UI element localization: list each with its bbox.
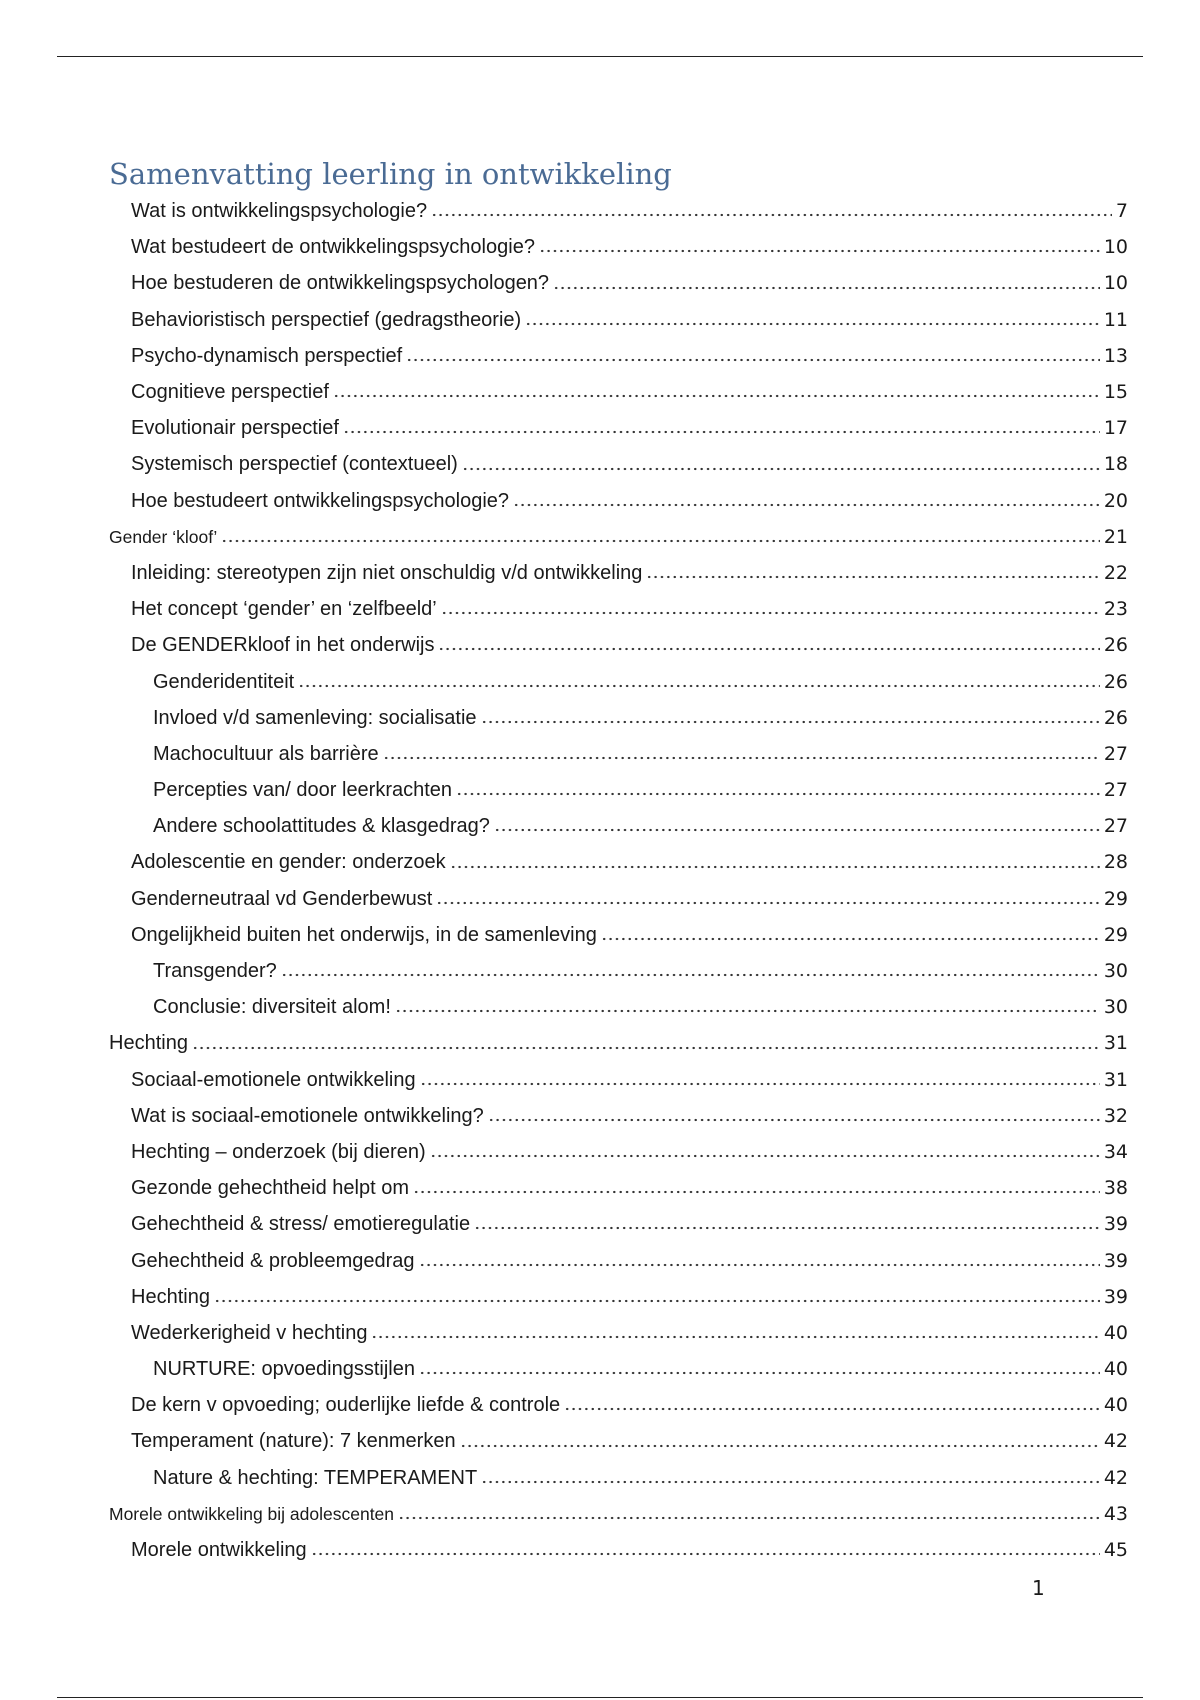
toc-entry-page: 21 [1103, 525, 1128, 548]
dot-leader [343, 427, 1100, 437]
toc-entry-page: 26 [1103, 670, 1128, 693]
toc-entry-page: 31 [1103, 1068, 1128, 1091]
toc-entry-label: Gender ‘kloof’ [109, 526, 218, 547]
toc-entry-label: Hechting [109, 1032, 188, 1055]
toc-entry[interactable] [0, 808, 1200, 844]
toc-entry-page: 29 [1103, 887, 1128, 910]
dot-leader [311, 1549, 1100, 1559]
toc-entry-page: 27 [1103, 742, 1128, 765]
toc-entry-label: Adolescentie en gender: onderzoek [131, 851, 446, 874]
dot-leader [601, 934, 1100, 944]
toc-entry[interactable] [0, 229, 1200, 265]
toc-entry[interactable] [0, 772, 1200, 808]
dot-leader [438, 644, 1099, 654]
toc-entry[interactable] [0, 627, 1200, 663]
dot-leader [383, 753, 1100, 763]
toc-entry-label: Morele ontwikkeling bij adolescenten [109, 1503, 395, 1524]
toc-entry-page: 27 [1103, 815, 1128, 838]
toc-entry-page: 10 [1103, 272, 1128, 295]
toc-entry[interactable] [0, 591, 1200, 627]
dot-leader [281, 970, 1100, 980]
toc-entry-label: Systemisch perspectief (contextueel) [131, 453, 458, 476]
toc-entry[interactable] [0, 917, 1200, 953]
toc-entry[interactable] [0, 700, 1200, 736]
toc-entry-label: Wat is ontwikkelingspsychologie? [131, 200, 428, 223]
toc-entry[interactable] [0, 1423, 1200, 1459]
toc-entry-page: 11 [1103, 308, 1128, 331]
toc-entry-page: 42 [1103, 1430, 1128, 1453]
toc-entry-page: 22 [1103, 561, 1128, 584]
dot-leader [431, 210, 1112, 220]
dot-leader [192, 1043, 1100, 1053]
toc-entry-label: Wat is sociaal-emotionele ontwikkeling? [131, 1104, 484, 1127]
toc-entry[interactable] [0, 555, 1200, 591]
toc-entry[interactable] [0, 953, 1200, 989]
dot-leader [221, 536, 1100, 546]
page-number: 1 [1032, 1576, 1045, 1600]
toc-entry-label: Evolutionair perspectief [131, 417, 339, 440]
dot-leader [481, 717, 1100, 727]
toc-entry[interactable] [0, 1206, 1200, 1242]
document-title: Samenvatting leerling in ontwikkeling [109, 157, 672, 191]
toc-entry[interactable] [0, 663, 1200, 699]
toc-entry[interactable] [0, 1496, 1200, 1532]
toc-entry-page: 42 [1103, 1466, 1128, 1489]
dot-leader [564, 1404, 1100, 1414]
toc-entry[interactable] [0, 1098, 1200, 1134]
toc-entry[interactable] [0, 1351, 1200, 1387]
dot-leader [430, 1151, 1100, 1161]
toc-entry-label: NURTURE: opvoedingsstijlen [153, 1358, 415, 1381]
toc-entry-page: 15 [1103, 381, 1128, 404]
toc-entry[interactable] [0, 844, 1200, 880]
toc-entry[interactable] [0, 1170, 1200, 1206]
toc-entry-page: 7 [1115, 200, 1128, 223]
dot-leader [371, 1332, 1099, 1342]
toc-entry-page: 34 [1103, 1140, 1128, 1163]
toc-entry-page: 38 [1103, 1177, 1128, 1200]
toc-entry-label: Morele ontwikkeling [131, 1539, 307, 1562]
toc-entry-label: Wederkerigheid v hechting [131, 1321, 368, 1344]
toc-entry-label: Conclusie: diversiteit alom! [153, 996, 391, 1019]
dot-leader [214, 1296, 1100, 1306]
dot-leader [513, 500, 1100, 510]
dot-leader [398, 1513, 1100, 1523]
dot-leader [436, 898, 1100, 908]
toc-entry-label: Genderidentiteit [153, 670, 295, 693]
dot-leader [450, 862, 1100, 872]
toc-entry-label: Hechting – onderzoek (bij dieren) [131, 1140, 426, 1163]
toc-entry[interactable] [0, 1242, 1200, 1278]
toc-entry[interactable] [0, 483, 1200, 519]
toc-entry-label: Gehechtheid & probleemgedrag [131, 1249, 415, 1272]
toc-entry[interactable] [0, 1460, 1200, 1496]
toc-entry-page: 45 [1103, 1539, 1128, 1562]
dot-leader [553, 283, 1100, 293]
toc-entry-label: Inleiding: stereotypen zijn niet onschuldig v/d ontwikkeling [131, 561, 643, 584]
toc-entry[interactable] [0, 338, 1200, 374]
toc-entry-page: 39 [1103, 1213, 1128, 1236]
dot-leader [456, 789, 1100, 799]
toc-entry-page: 26 [1103, 706, 1128, 729]
toc-entry-label: Machocultuur als barrière [153, 742, 379, 765]
toc-entry-label: Het concept ‘gender’ en ‘zelfbeeld’ [131, 598, 437, 621]
toc-entry-page: 13 [1103, 344, 1128, 367]
toc-entry-page: 23 [1103, 598, 1128, 621]
dot-leader [419, 1260, 1100, 1270]
toc-entry[interactable] [0, 1532, 1200, 1568]
toc-entry[interactable] [0, 1134, 1200, 1170]
toc-entry-page: 40 [1103, 1394, 1128, 1417]
dot-leader [333, 391, 1100, 401]
toc-entry[interactable] [0, 1387, 1200, 1423]
dot-leader [298, 681, 1100, 691]
toc-entry-page: 20 [1103, 489, 1128, 512]
toc-entry[interactable] [0, 1062, 1200, 1098]
dot-leader [646, 572, 1099, 582]
toc-entry-page: 10 [1103, 236, 1128, 259]
toc-entry-label: Andere schoolattitudes & klasgedrag? [153, 815, 490, 838]
toc-entry[interactable] [0, 302, 1200, 338]
toc-entry-page: 30 [1103, 996, 1128, 1019]
toc-entry-label: Transgender? [153, 960, 277, 983]
dot-leader [441, 608, 1100, 618]
toc-entry-label: Wat bestudeert de ontwikkelingspsychologie? [131, 236, 535, 259]
dot-leader [539, 246, 1100, 256]
dot-leader [481, 1477, 1100, 1487]
toc-entry-page: 27 [1103, 779, 1128, 802]
toc-entry-page: 39 [1103, 1249, 1128, 1272]
toc-entry-label: Cognitieve perspectief [131, 381, 329, 404]
dot-leader [488, 1115, 1100, 1125]
dot-leader [474, 1223, 1100, 1233]
toc-entry[interactable] [0, 265, 1200, 301]
toc-entry-label: De GENDERkloof in het onderwijs [131, 634, 435, 657]
toc-entry-label: Temperament (nature): 7 kenmerken [131, 1430, 456, 1453]
dot-leader [525, 319, 1100, 329]
toc-entry[interactable] [0, 989, 1200, 1025]
header-rule [57, 56, 1143, 57]
toc-entry-page: 40 [1103, 1358, 1128, 1381]
toc-entry-page: 18 [1103, 453, 1128, 476]
toc-entry-page: 26 [1103, 634, 1128, 657]
toc-entry[interactable] [0, 1279, 1200, 1315]
toc-entry-label: De kern v opvoeding; ouderlijke liefde & controle [131, 1394, 561, 1417]
toc-entry[interactable] [0, 1025, 1200, 1061]
toc-entry-page: 43 [1103, 1502, 1128, 1525]
toc-entry-label: Invloed v/d samenleving: socialisatie [153, 706, 477, 729]
toc-entry-label: Nature & hechting: TEMPERAMENT [153, 1466, 478, 1489]
dot-leader [413, 1187, 1100, 1197]
toc-entry-label: Gehechtheid & stress/ emotieregulatie [131, 1213, 471, 1236]
dot-leader [419, 1368, 1100, 1378]
toc-entry-page: 32 [1103, 1104, 1128, 1127]
toc-entry-page: 28 [1103, 851, 1128, 874]
toc-entry-page: 40 [1103, 1321, 1128, 1344]
toc-entry[interactable] [0, 446, 1200, 482]
toc-entry-label: Sociaal-emotionele ontwikkeling [131, 1068, 416, 1091]
table-of-contents [0, 193, 1200, 1568]
toc-entry-page: 39 [1103, 1285, 1128, 1308]
dot-leader [494, 825, 1100, 835]
toc-entry[interactable] [0, 736, 1200, 772]
toc-entry-page: 31 [1103, 1032, 1128, 1055]
dot-leader [420, 1079, 1100, 1089]
toc-entry[interactable] [0, 1315, 1200, 1351]
toc-entry[interactable] [0, 374, 1200, 410]
toc-entry-label: Percepties van/ door leerkrachten [153, 779, 453, 802]
toc-entry[interactable] [0, 193, 1200, 229]
toc-entry[interactable] [0, 410, 1200, 446]
toc-entry[interactable] [0, 519, 1200, 555]
dot-leader [460, 1441, 1100, 1451]
dot-leader [462, 464, 1100, 474]
toc-entry-label: Gezonde gehechtheid helpt om [131, 1177, 409, 1200]
toc-entry-page: 17 [1103, 417, 1128, 440]
toc-entry-label: Hoe bestuderen de ontwikkelingspsychologen? [131, 272, 550, 295]
dot-leader [406, 355, 1100, 365]
dot-leader [395, 1006, 1100, 1016]
toc-entry-label: Behavioristisch perspectief (gedragstheorie) [131, 308, 522, 331]
toc-entry-label: Hoe bestudeert ontwikkelingspsychologie? [131, 489, 510, 512]
toc-entry-label: Ongelijkheid buiten het onderwijs, in de samenleving [131, 923, 597, 946]
footer-rule [57, 1697, 1143, 1698]
toc-entry-label: Genderneutraal vd Genderbewust [131, 887, 433, 910]
toc-entry-page: 30 [1103, 960, 1128, 983]
toc-entry-label: Hechting [131, 1285, 210, 1308]
toc-entry-page: 29 [1103, 923, 1128, 946]
toc-entry-label: Psycho-dynamisch perspectief [131, 344, 403, 367]
toc-entry[interactable] [0, 881, 1200, 917]
